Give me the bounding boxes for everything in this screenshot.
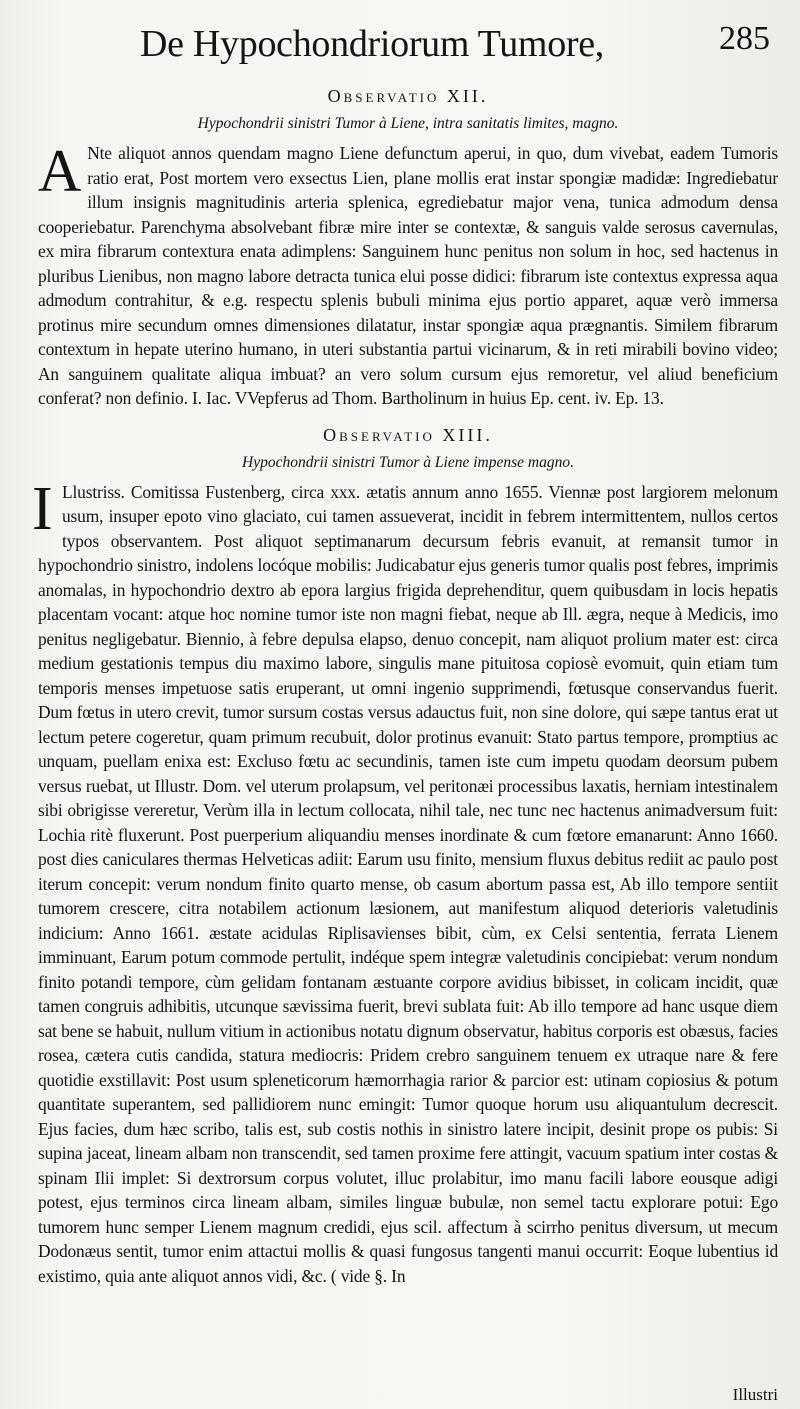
drop-cap: I	[32, 474, 53, 543]
drop-cap: A	[38, 138, 82, 204]
catchword: Illustri	[732, 1385, 778, 1404]
observation-heading: Observatio XIII.	[323, 424, 493, 445]
observation-13	[32, 424, 778, 1289]
observation-subtitle: Hypochondrii sinistri Tumor à Liene, intra sanitatis limites, magno.	[197, 115, 619, 132]
page-number: 285	[719, 20, 770, 57]
observation-heading: Observatio XII.	[327, 86, 489, 106]
running-head	[38, 20, 778, 82]
observation-12	[38, 86, 778, 411]
observation-subtitle: Hypochondrii sinistri Tumor à Liene impense magno.	[242, 453, 574, 471]
section-gap	[38, 411, 778, 421]
observation-text: Llustriss. Comitissa Fustenberg, circa xxx. ætatis annum anno 1655. Viennæ post largiorem melonum usum, insuper epoto vino glaciato, cui tamen assueverat, incidit in febrem intermittentem, nullos certos typos observantem. Post aliquot septimanarum decursum febris evanuit, at remansit tumor in hypochondrio sinistro, indolens locóque mobilis: Judicabatur ejus generis tumor qualis post febres, imprimis anomalas, in hypochondrio dextro ab epora largius frigida deprehenditur, quem quibusdam in locis hepatis placentam vocant: atque hoc nomine tumor iste non magni fiebat, neque ab Ill. ægra, neque à Medicis, imo penitus negligebatur. Biennio, à febre depulsa elapso, denuo concepit, nam aliquot prolium mater est: circa medium gestationis tempus diu maximo labore, singulis mane pituitosa copiosè evomuit, quin etiam tum temporis menses impetuose satis eruperant, ut omni ingenio supprimendi, fœtusque conservandus fuerit. Dum fœtus in utero crevit, tumor sursum costas versus adauctus fuit, non sine dolore, qui sæpe tantus erat ut lectum petere cogeretur, quam primum recubuit, dolor protinus evanuit: Stato partus tempore, promptius ac unquam, puellam enixa est: Excluso fœtu ac secundinis, tamen iste cum impetu quodam deorsum pubem versus ruebat, ut Illustr. Dom. vel uterum prolapsum, vel peritonæi processibus laxatis, herniam intestinalem sibi obrigisse vereretur, Verùm illa in lectum collocata, nihil tale, nec tunc nec hactenus animadversum fuit: Lochia ritè fluxerunt. Post puerperium aliquandiu menses inordinate & cum fœtore emanarunt: Anno 1660. post dies caniculares thermas Helveticas adiit: Earum usu finito, mensium fluxus debitus rediit ac paulo post iterum concepit: verum nondum finito quarto mense, ob casum abortum passa est, Ab illo tempore sentiit tumorem crescere, citra notabilem actionum læsionem, aut manifestum aliquod deterioris valetudinis indicium: Anno 1661. æstate acidulas Riplisavienses bibit, cùm, ex Celsi sententia, ferrata Lienem imminuant, Earum potum commode pertulit, indéque spem integræ valetudinis concipiebat: verum nondum finito potandi tempore, cùm gelidam fontanam æstuante corpore avidius bibisset, in colicam incidit, quæ tamen congruis adhibitis, utcunque sævissima fuerit, brevi sublata fuit: Ab illo tempore ad hanc usque diem sat bene se habuit, nullum vitium in actionibus notatu dignum observatur, habitus corporis est obæsus, facies rosea, cætera cutis candida, statura mediocris: Pridem crebro sanguinem tenuem ex utraque nare & fere quotidie exstillavit: Post usum spleneticorum hæmorrhagia rarior & parcior est: utinam copiosius & potum quantitate superantem, sed pallidiorem nunc emingit: Tumor quoque horum usu aliquantulum decrescit. Ejus facies, dum hæc scribo, talis est, sub costis nothis in sinistro latere incipit, desinit prope os pubis: Si supina jaceat, lineam albam non transcendit, sed tamen proxime fere attingit, vacuum spatium inter costas & spinam Ilii implet: Si dextrorsum corpus volutet, illuc prolabitur, imo manu facili labore eousque adigi potest, ejus terminos circa lineam albam, similes linguæ bubulæ, non semel tactu explorare potui: Ego tumorem hunc semper Lienem magnum credidi, ejus scil. affectum à scirrho penitus diversum, ut mecum Dodonæus sentit, tumor enim attactui mollis & quasi fungosus tangenti manui occurrit: Eoque lubentius id existimo, quia ante aliquot annos vidi, &c. ( vide §. In	[38, 481, 778, 1286]
running-title: De Hypochondriorum Tumore,	[140, 23, 605, 65]
observation-body	[38, 138, 778, 411]
observation-body	[32, 474, 778, 1289]
observation-text: Nte aliquot annos quendam magno Liene defunctum aperui, in quo, dum vivebat, eadem Tumoris ratio erat, Post mortem vero exsectus Lien, plane mollis erat instar spongiæ madidæ: Ingrediebatur illum insignis magnitudinis arteria splenica, egrediebatur major vena, tunica admodum densa cooperiebatur. Parenchyma absolvebant fibræ mire inter se contextæ, & sanguis valde serosus cavernulas, ex mira fibrarum contextura enata adimplens: Sanguinem hunc penitus non solum in hoc, sed hactenus in pluribus Lienibus, non magno labore detracta tunica elui posse didici: fibrarum iste contextus expressa aqua admodum contrahitur, & e.g. respectu splenis bubuli minima ejus portio apparet, aquæ verò immersa protinus mire secundum omnes dimensiones dilatatur, instar spongiæ aqua prægnantis. Similem fibrarum contextum in hepate uterino humano, in uteri substantia partui vicinarum, & in reti mirabili bovino video; An sanguinem qualitate aliqua imbuat? an vero solum cursum ejus remoretur, vel aliud beneficium conferat? non definio. I. Iac. VVepferus ad Thom. Bartholinum in huius Ep. cent. iv. Ep. 13.	[38, 143, 778, 408]
